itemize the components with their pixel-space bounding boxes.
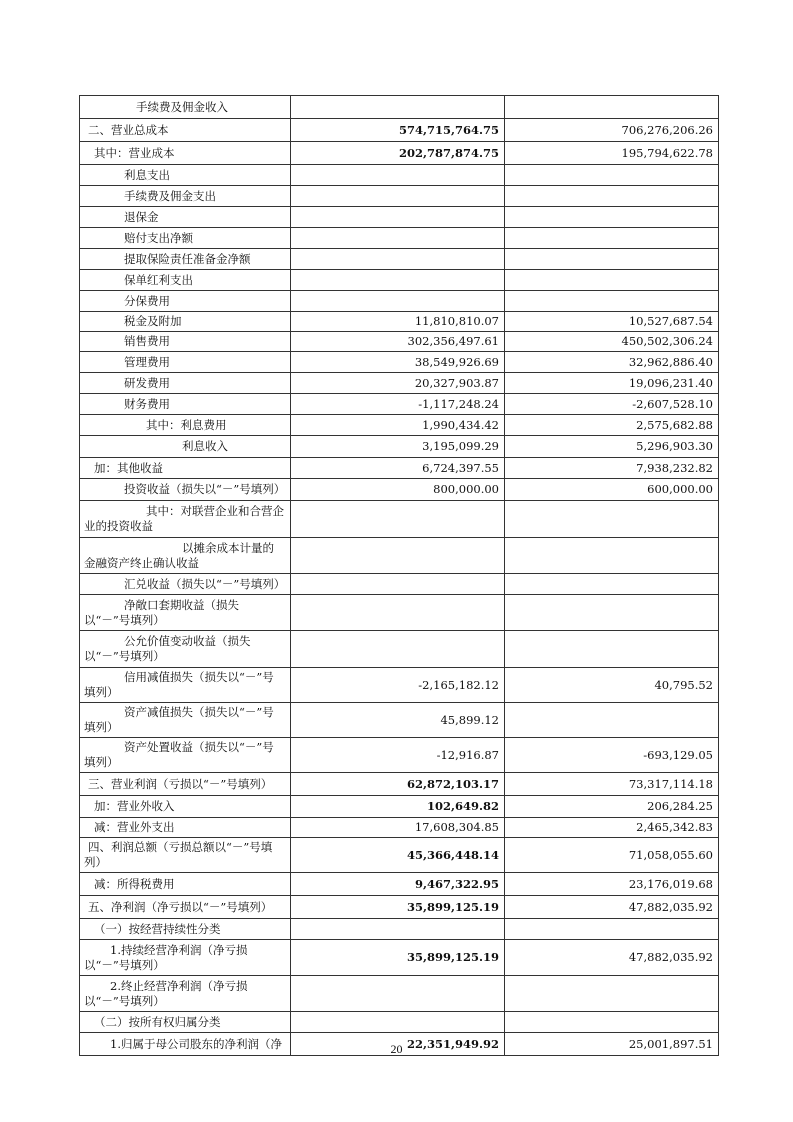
prior-period-value: -2,607,528.10 <box>505 394 719 415</box>
table-row <box>80 458 719 479</box>
row-label: 分保费用 <box>80 291 291 312</box>
row-label: 其中：利息费用 <box>80 415 291 436</box>
current-period-value <box>291 186 505 207</box>
row-label: 投资收益（损失以“－”号填列） <box>80 479 291 501</box>
current-period-value <box>291 249 505 270</box>
current-period-value <box>291 270 505 291</box>
prior-period-value <box>505 165 719 186</box>
table-row <box>80 738 719 773</box>
current-period-value <box>291 631 505 668</box>
table-row <box>80 873 719 896</box>
table-row <box>80 186 719 207</box>
table-row <box>80 332 719 352</box>
table-row <box>80 896 719 919</box>
current-period-value <box>291 96 505 119</box>
table-row <box>80 631 719 668</box>
table-row <box>80 270 719 291</box>
table-row <box>80 919 719 940</box>
current-period-value <box>291 207 505 228</box>
row-label: 2.终止经营净利润（净亏损以“－”号填列） <box>80 976 291 1012</box>
prior-period-value <box>505 703 719 738</box>
table-row <box>80 818 719 838</box>
table-row <box>80 595 719 631</box>
prior-period-value: 7,938,232.82 <box>505 458 719 479</box>
prior-period-value: -693,129.05 <box>505 738 719 773</box>
row-label: 二、营业总成本 <box>80 119 291 142</box>
prior-period-value <box>505 919 719 940</box>
current-period-value: 38,549,926.69 <box>291 352 505 373</box>
prior-period-value <box>505 976 719 1012</box>
current-period-value <box>291 919 505 940</box>
prior-period-value <box>505 207 719 228</box>
income-statement-body <box>80 96 719 1056</box>
current-period-value: 1,990,434.42 <box>291 415 505 436</box>
row-label: 信用减值损失（损失以“－”号填列） <box>80 668 291 703</box>
table-row <box>80 796 719 818</box>
prior-period-value: 450,502,306.24 <box>505 332 719 352</box>
current-period-value: 800,000.00 <box>291 479 505 501</box>
prior-period-value <box>505 501 719 538</box>
table-row <box>80 415 719 436</box>
current-period-value: 35,899,125.19 <box>291 940 505 976</box>
prior-period-value: 706,276,206.26 <box>505 119 719 142</box>
prior-period-value: 10,527,687.54 <box>505 312 719 332</box>
prior-period-value <box>505 1012 719 1033</box>
current-period-value <box>291 538 505 574</box>
table-row <box>80 119 719 142</box>
row-label: 公允价值变动收益（损失以“－”号填列） <box>80 631 291 668</box>
prior-period-value <box>505 538 719 574</box>
row-label: 利息支出 <box>80 165 291 186</box>
current-period-value: 45,899.12 <box>291 703 505 738</box>
current-period-value: 6,724,397.55 <box>291 458 505 479</box>
row-label: 赔付支出净额 <box>80 228 291 249</box>
row-label: （二）按所有权归属分类 <box>80 1012 291 1033</box>
row-label: 其中：对联营企业和合营企业的投资收益 <box>80 501 291 538</box>
prior-period-value: 23,176,019.68 <box>505 873 719 896</box>
row-label: 保单红利支出 <box>80 270 291 291</box>
row-label: 利息收入 <box>80 436 291 458</box>
current-period-value <box>291 291 505 312</box>
row-label: 税金及附加 <box>80 312 291 332</box>
current-period-value <box>291 165 505 186</box>
table-row <box>80 436 719 458</box>
row-label: 加：其他收益 <box>80 458 291 479</box>
prior-period-value: 47,882,035.92 <box>505 940 719 976</box>
prior-period-value: 32,962,886.40 <box>505 352 719 373</box>
prior-period-value <box>505 270 719 291</box>
prior-period-value <box>505 631 719 668</box>
prior-period-value: 47,882,035.92 <box>505 896 719 919</box>
prior-period-value: 195,794,622.78 <box>505 142 719 165</box>
current-period-value: 302,356,497.61 <box>291 332 505 352</box>
row-label: 销售费用 <box>80 332 291 352</box>
prior-period-value: 19,096,231.40 <box>505 373 719 394</box>
row-label: 五、净利润（净亏损以“－”号填列） <box>80 896 291 919</box>
prior-period-value <box>505 291 719 312</box>
row-label: 以摊余成本计量的金融资产终止确认收益 <box>80 538 291 574</box>
row-label: 三、营业利润（亏损以“－”号填列） <box>80 773 291 796</box>
row-label: 汇兑收益（损失以“－”号填列） <box>80 574 291 595</box>
current-period-value: 22,351,949.92 <box>291 1033 505 1056</box>
table-row <box>80 773 719 796</box>
current-period-value: 9,467,322.95 <box>291 873 505 896</box>
current-period-value: 574,715,764.75 <box>291 119 505 142</box>
prior-period-value <box>505 249 719 270</box>
current-period-value: 20,327,903.87 <box>291 373 505 394</box>
table-row <box>80 703 719 738</box>
prior-period-value: 600,000.00 <box>505 479 719 501</box>
row-label: 财务费用 <box>80 394 291 415</box>
row-label: （一）按经营持续性分类 <box>80 919 291 940</box>
prior-period-value <box>505 186 719 207</box>
current-period-value: 17,608,304.85 <box>291 818 505 838</box>
table-row <box>80 479 719 501</box>
current-period-value: -12,916.87 <box>291 738 505 773</box>
table-row <box>80 538 719 574</box>
current-period-value <box>291 574 505 595</box>
current-period-value <box>291 595 505 631</box>
table-row <box>80 249 719 270</box>
current-period-value: 62,872,103.17 <box>291 773 505 796</box>
current-period-value: 45,366,448.14 <box>291 838 505 873</box>
prior-period-value: 5,296,903.30 <box>505 436 719 458</box>
prior-period-value <box>505 228 719 249</box>
table-row <box>80 228 719 249</box>
table-row <box>80 976 719 1012</box>
current-period-value: -1,117,248.24 <box>291 394 505 415</box>
current-period-value <box>291 228 505 249</box>
current-period-value <box>291 1012 505 1033</box>
current-period-value: 3,195,099.29 <box>291 436 505 458</box>
row-label: 资产处置收益（损失以“－”号填列） <box>80 738 291 773</box>
current-period-value: 11,810,810.07 <box>291 312 505 332</box>
row-label: 手续费及佣金支出 <box>80 186 291 207</box>
prior-period-value: 40,795.52 <box>505 668 719 703</box>
prior-period-value <box>505 574 719 595</box>
table-row <box>80 1012 719 1033</box>
row-label: 手续费及佣金收入 <box>80 96 291 119</box>
current-period-value <box>291 976 505 1012</box>
current-period-value <box>291 501 505 538</box>
prior-period-value: 73,317,114.18 <box>505 773 719 796</box>
prior-period-value <box>505 96 719 119</box>
row-label: 资产减值损失（损失以“－”号填列） <box>80 703 291 738</box>
row-label: 1.归属于母公司股东的净利润（净 <box>80 1033 291 1056</box>
table-row <box>80 394 719 415</box>
income-statement-table <box>79 95 719 1056</box>
current-period-value: 102,649.82 <box>291 796 505 818</box>
prior-period-value: 2,575,682.88 <box>505 415 719 436</box>
current-period-value: 35,899,125.19 <box>291 896 505 919</box>
table-row <box>80 668 719 703</box>
table-row <box>80 574 719 595</box>
current-period-value: 202,787,874.75 <box>291 142 505 165</box>
row-label: 1.持续经营净利润（净亏损以“－”号填列） <box>80 940 291 976</box>
prior-period-value <box>505 595 719 631</box>
row-label: 四、利润总额（亏损总额以“－”号填列） <box>80 838 291 873</box>
prior-period-value: 2,465,342.83 <box>505 818 719 838</box>
table-row <box>80 142 719 165</box>
row-label: 管理费用 <box>80 352 291 373</box>
table-row <box>80 312 719 332</box>
table-row <box>80 838 719 873</box>
table-row <box>80 940 719 976</box>
table-row <box>80 501 719 538</box>
row-label: 减：营业外支出 <box>80 818 291 838</box>
row-label: 研发费用 <box>80 373 291 394</box>
row-label: 加：营业外收入 <box>80 796 291 818</box>
page-number: 20 <box>390 1042 403 1056</box>
table-row <box>80 291 719 312</box>
current-period-value: -2,165,182.12 <box>291 668 505 703</box>
table-row <box>80 352 719 373</box>
table-row <box>80 207 719 228</box>
table-row <box>80 373 719 394</box>
row-label: 退保金 <box>80 207 291 228</box>
row-label: 减：所得税费用 <box>80 873 291 896</box>
prior-period-value: 71,058,055.60 <box>505 838 719 873</box>
table-row <box>80 165 719 186</box>
prior-period-value: 206,284.25 <box>505 796 719 818</box>
row-label: 提取保险责任准备金净额 <box>80 249 291 270</box>
row-label: 净敞口套期收益（损失以“－”号填列） <box>80 595 291 631</box>
prior-period-value: 25,001,897.51 <box>505 1033 719 1056</box>
table-row <box>80 96 719 119</box>
row-label: 其中：营业成本 <box>80 142 291 165</box>
